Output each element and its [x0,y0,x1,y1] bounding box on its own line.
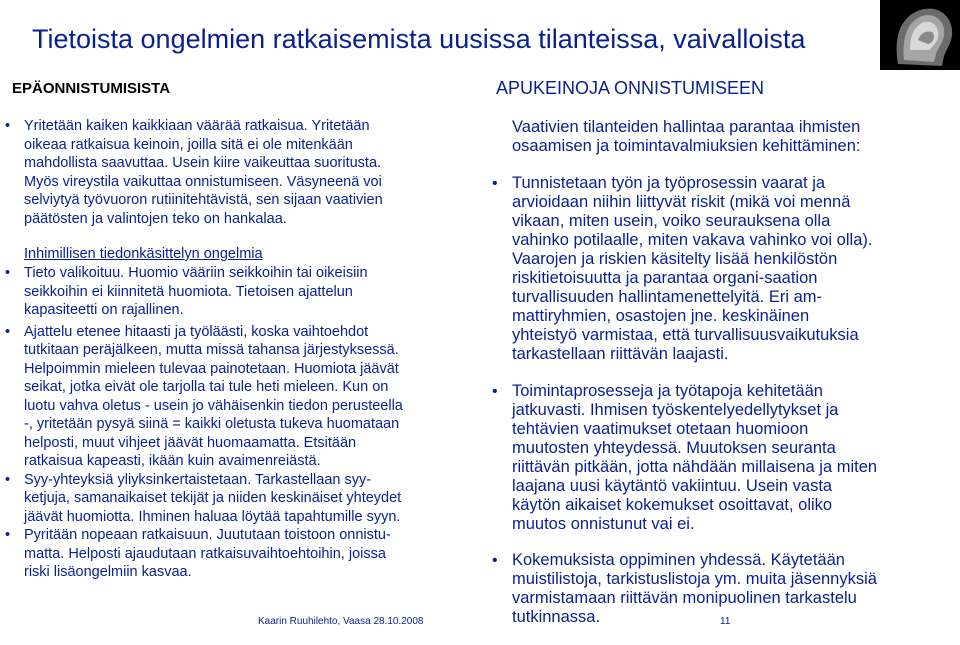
text-line: tehtävien vaatimukset otetaan huomioon [512,420,809,438]
slide-title: Tietoista ongelmien ratkaisemista uusissa tilanteissa, vaivalloista [32,24,806,54]
bullet-marker: • [5,118,11,134]
text-line: Myös vireystila vaikuttaa onnistumiseen. Väsyneenä voi [24,173,382,190]
text-line: Tunnistetaan työn ja työprosessin vaarat ja [512,174,826,192]
text-line: mahdollista saavuttaa. Usein kiire vaikeuttaa suoritusta. [24,155,382,171]
text-line: laajana uusi käytäntö vakiintuu. Usein vasta [512,477,833,495]
left-subheading: Inhimillisen tiedonkäsittelyn ongelmia [24,246,263,262]
text-line: jäävät huomiotta. Ihminen haluaa löytää tapahtumille syyn. [24,508,401,525]
text-line: Vaarojen ja riskien käsitelty lisää henkilöstön [512,250,838,268]
right-intro [512,118,952,156]
text-line: selviytyä työvuoron rutiinitehtävistä, sen sijaan vaativien [24,192,383,208]
text-line: käytön aikaiset kokemukset osoittavat, oliko [512,496,833,514]
text-line: helposti, muut vihjeet jäävät huomaamatta. Etsitään [24,434,357,451]
text-line: Toimintaprosesseja ja työtapoja kehitetään [512,382,823,400]
text-line: jatkuvasti. Ihmisen työskentelyedellytykset ja [512,401,839,419]
bullet-marker: • [492,175,498,192]
text-line: Kokemuksista oppiminen yhdessä. Käytetään [512,551,845,569]
text-line: ratkaisua kapeasti, ikään kuin avaimenreiästä. [24,453,321,469]
bullet-marker: • [492,552,498,569]
text-line: seikkoihin ei kiinnitetä huomiota. Tietoisen ajattelun [24,283,353,300]
text-line: muutos onnistunut vai ei. [512,515,695,533]
text-line: Ajattelu etenee hitaasti ja työläästi, koska vaihtoehdot [24,323,369,340]
text-line: oikeaa ratkaisua keinoin, joilla sitä ei ole mitenkään [24,136,353,153]
text-line: matta. Helposti ajaudutaan ratkaisuvaihtoehtoihin, joissa [24,545,386,562]
text-line: Pyritään nopeaan ratkaisuun. Juututaan toistoon onnistu- [24,527,391,543]
left-bullet-1 [5,117,476,228]
right-bullet-3 [492,551,952,627]
text-line: päätösten ja valintojen teko on hankalaa. [24,210,287,227]
text-line: riskitietoisuutta ja parantaa organi-saation [512,269,818,287]
text-line: tarkastellaan riittävän laajasti. [512,345,729,363]
text-line: varmistamaan riittävän monipuolinen tarkastelu [512,589,857,607]
text-line: -, yritetään pysyä siinä = kaikki oletusta tukeva huomataan [24,416,400,432]
text-line: Tieto valikoituu. Huomio vääriin seikkoihin tai oikeisiin [24,265,368,281]
text-line: vahinko potilaalle, miten vakava vahinko voi olla). [512,231,873,249]
text-line: muutosten yhteydessä. Muutoksen seuranta [512,439,836,457]
text-line: arvioidaan niihin liittyvät riskit (mikä voi mennä [512,193,851,211]
text-line: ketjuja, samanaikaiset tekijät ja niiden keskinäiset yhteydet [24,490,402,506]
list-item [5,264,476,320]
text-line: Vaativien tilanteiden hallintaa parantaa ihmisten [512,118,861,136]
text-line: luotu vahva oletus - usein jo vähäisenkin tiedon perusteella [24,397,403,414]
left-heading: EPÄONNISTUMISISTA [12,80,171,97]
bullet-marker: • [492,383,498,400]
left-bullet-list [5,264,476,582]
list-item [5,471,476,527]
text-line: seikat, jotka eivät ole tarjolla tai tule heti mieleen. Kun on [24,379,389,395]
bullet-marker: • [5,471,11,488]
text-line: osaamisen ja toimintavalmiuksien kehittäminen: [512,137,861,155]
bullet-marker: • [5,265,11,281]
text-line: vikaan, miten usein, voiko seurauksena olla [512,212,831,230]
text-line: Syy-yhteyksiä yliyksinkertaistetaan. Tarkastellaan syy- [24,471,372,488]
bullet-marker: • [5,527,11,543]
list-item [5,323,476,471]
text-line: muistilistoja, tarkistuslistoja ym. muita jäsennyksiä [512,570,877,588]
footer-author-date: Kaarin Ruuhilehto, Vaasa 28.10.2008 [258,616,424,627]
right-bullet-2 [492,382,952,534]
text-line: kapasiteetti on rajallinen. [24,302,184,318]
list-item [5,526,476,582]
text-line: Yritetään kaiken kaikkiaan väärää ratkaisua. Yritetään [24,118,370,134]
text-line: riski lisäongelmiin kasvaa. [24,564,192,580]
head-scan-image [880,0,960,70]
text-line: yhteistyö varmistaa, että turvallisuusvaikutuksia [512,326,859,344]
page-number: 11 [720,616,731,627]
text-line: turvallisuuden hallintamenettelyitä. Eri am- [512,288,822,306]
right-bullet-1 [492,174,952,364]
text-line: riittävän pitkään, jotta nähdään millaisena ja miten [512,458,878,476]
text-line: Helpoimmin mieleen tulevaa painotetaan. Huomiota jäävät [24,360,399,377]
text-line: tutkinnassa. [512,608,601,626]
bullet-marker: • [5,323,11,340]
text-line: mattiryhmien, osastojen jne. keskinäinen [512,307,810,325]
text-line: tutkitaan peräjälkeen, mutta missä tahansa järjestyksessä. [24,342,399,358]
right-heading: APUKEINOJA ONNISTUMISEEN [496,78,765,98]
